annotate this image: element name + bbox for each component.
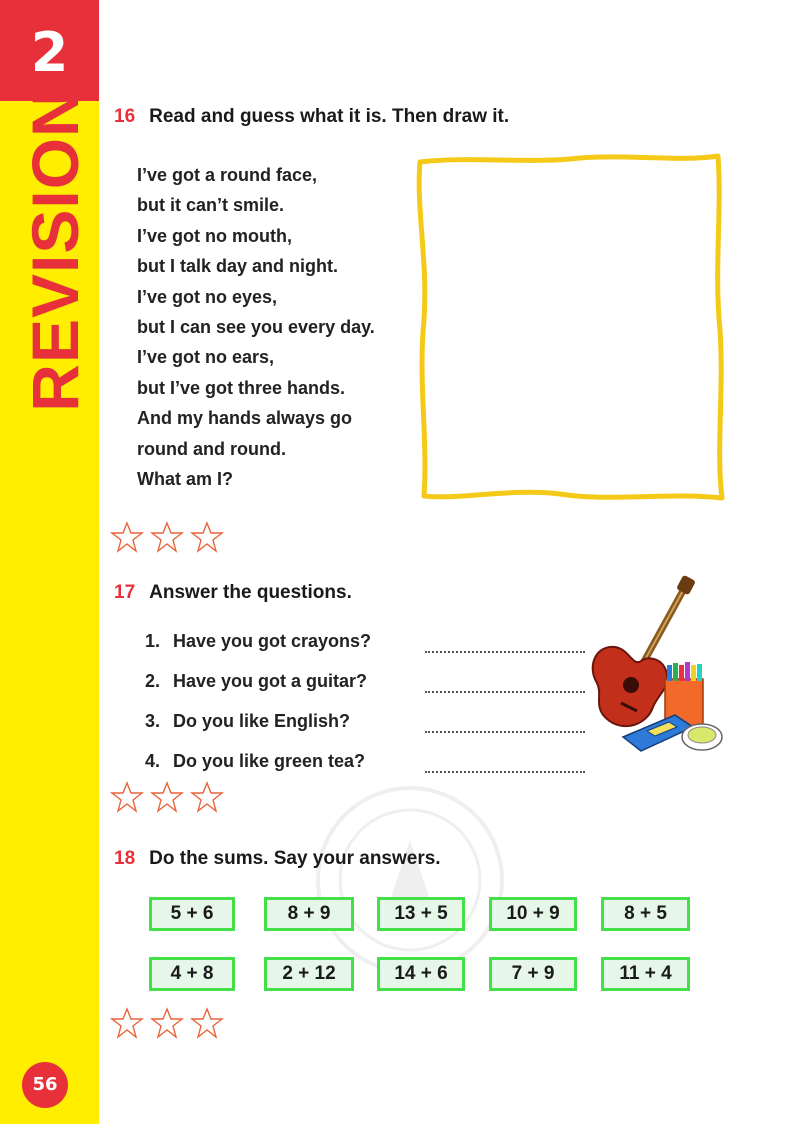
unit-number: 2 (30, 21, 69, 84)
riddle-poem (137, 160, 407, 494)
exercise-18-number: 18 (114, 848, 136, 869)
drawing-area[interactable] (410, 150, 740, 512)
sidebar (0, 0, 99, 1124)
exercise-18-heading (114, 848, 441, 870)
question-text: Have you got crayons? (173, 631, 372, 651)
poem-line: I’ve got a round face, (137, 165, 318, 185)
question-number: 3. (145, 711, 161, 731)
poem-line: but I can see you every day. (137, 316, 375, 337)
tea-cup-icon (682, 724, 722, 750)
star-rating (110, 520, 230, 554)
sum-box: 8 + 5 (601, 897, 690, 931)
exercise-16-heading (114, 106, 509, 128)
exercise-17-heading (114, 582, 352, 604)
page-number: 56 (22, 1062, 68, 1108)
revision-label: REVISION (18, 88, 92, 412)
poem-line: And my hands always go (137, 408, 353, 429)
poem-line: but I’ve got three hands. (137, 377, 346, 398)
unit-badge (0, 0, 99, 101)
answer-line[interactable] (425, 731, 585, 733)
poem-line: round and round. (137, 438, 286, 459)
question-number: 4. (145, 751, 161, 771)
question-text: Have you got a guitar? (173, 671, 368, 691)
sum-box: 14 + 6 (377, 957, 465, 991)
sum-box: 2 + 12 (264, 957, 354, 991)
question-row (145, 744, 590, 784)
watermark-seal-icon (310, 780, 510, 980)
poem-line: but it can’t smile. (137, 195, 285, 216)
star-rating (110, 780, 230, 814)
exercise-18-instruction: Do the sums. Say your answers. (149, 848, 441, 869)
answer-line[interactable] (425, 651, 585, 653)
star-outline-icon (110, 780, 230, 814)
exercise-16-instruction: Read and guess what it is. Then draw it. (149, 106, 510, 127)
star-outline-icon (110, 520, 230, 554)
poem-line: but I talk day and night. (137, 256, 339, 277)
star-rating (110, 1006, 230, 1040)
question-text: Do you like green tea? (173, 751, 366, 771)
poem-line: What am I? (137, 468, 234, 489)
sum-box: 4 + 8 (149, 957, 235, 991)
star-outline-icon (110, 1006, 230, 1040)
sum-box: 7 + 9 (489, 957, 577, 991)
sum-box: 10 + 9 (489, 897, 577, 931)
question-text: Do you like English? (173, 711, 351, 731)
answer-line[interactable] (425, 691, 585, 693)
answer-line[interactable] (425, 771, 585, 773)
poem-line: I’ve got no mouth, (137, 225, 292, 246)
poem-line: I’ve got no eyes, (137, 286, 278, 307)
sum-box: 11 + 4 (601, 957, 690, 991)
sum-box: 13 + 5 (377, 897, 465, 931)
question-row (145, 624, 590, 664)
question-list (145, 624, 590, 784)
question-row (145, 664, 590, 704)
question-number: 2. (145, 671, 161, 691)
poem-line: I’ve got no ears, (137, 347, 275, 368)
exercise-16-number: 16 (114, 106, 136, 127)
question-number: 1. (145, 631, 161, 651)
exercise-17-number: 17 (114, 582, 136, 603)
question-row (145, 704, 590, 744)
sum-box: 5 + 6 (149, 897, 235, 931)
school-items-illustration (585, 575, 730, 760)
exercise-17-instruction: Answer the questions. (149, 582, 352, 603)
sum-box: 8 + 9 (264, 897, 354, 931)
